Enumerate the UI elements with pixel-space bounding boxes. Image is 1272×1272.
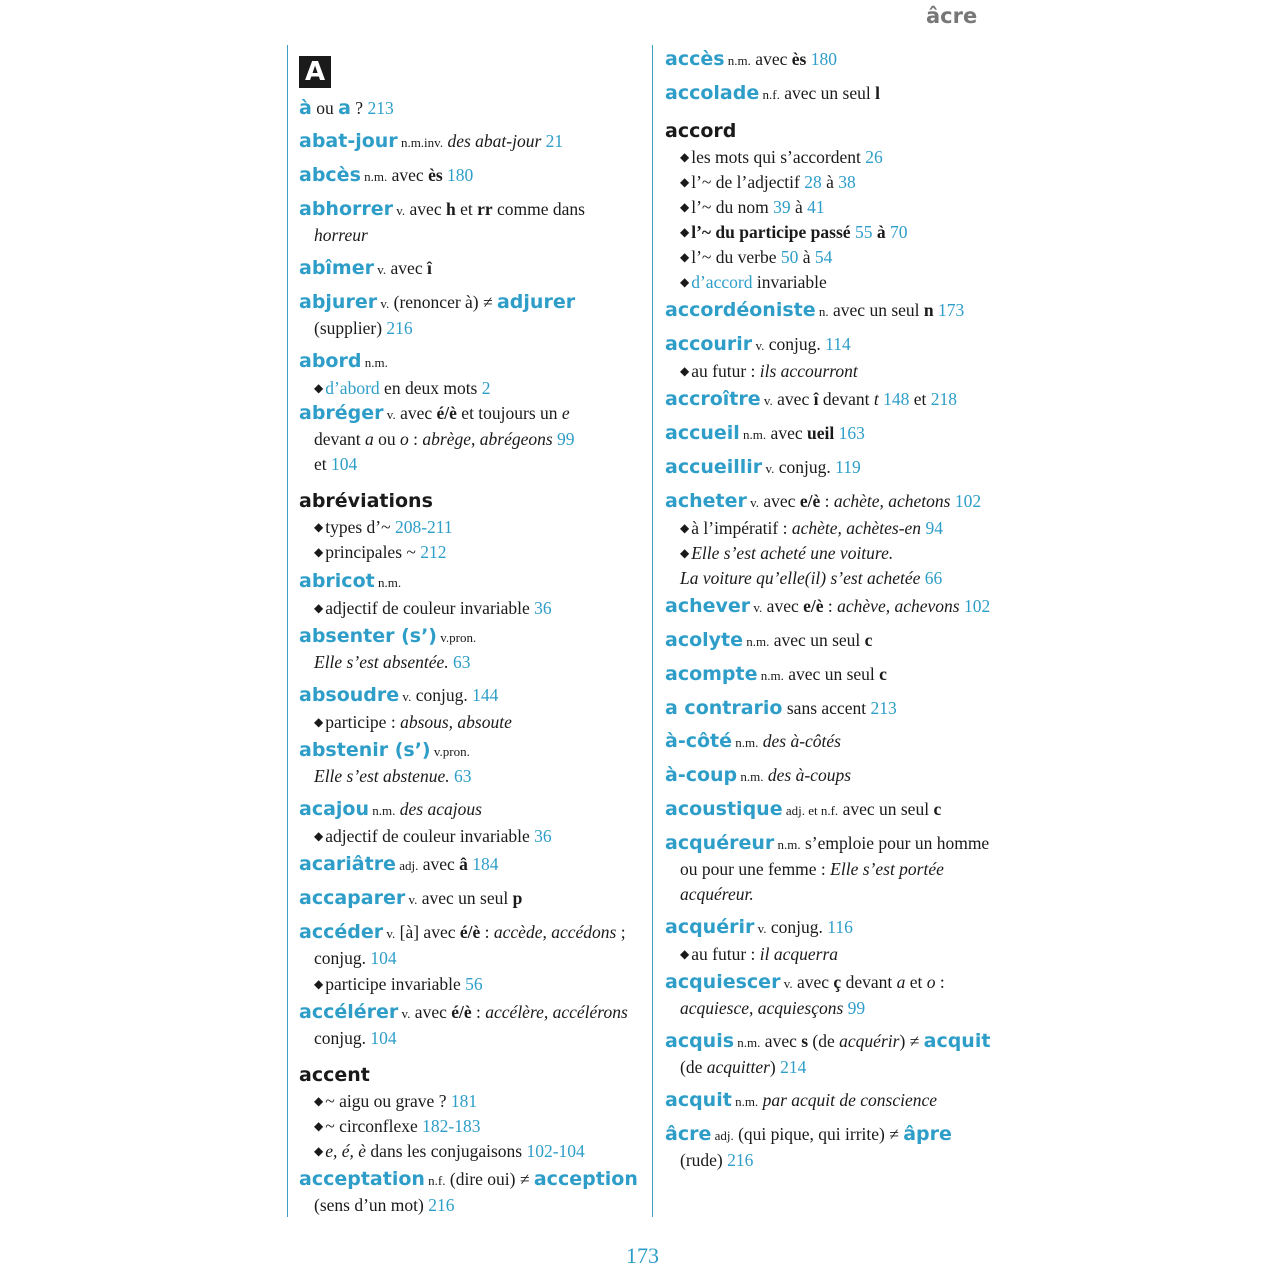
diamond-bullet-icon: ◆ (314, 1119, 324, 1133)
sub-entry: ◆ adjectif de couleur invariable 36 (314, 598, 552, 618)
headword: à (299, 97, 312, 119)
entry-acceptation: acceptation n.f. (dire oui) ≠ acception (sens d’un mot) 216 (299, 1168, 638, 1215)
headword: accordéoniste (665, 299, 816, 321)
headword: accaparer (299, 887, 406, 909)
entry-abstenir: abstenir (s’) v.pron. Elle s’est abstenue. 63 (299, 739, 472, 786)
diamond-bullet-icon: ◆ (314, 1144, 324, 1158)
entry-accueil: accueil n.m. avec ueil 163 (665, 422, 865, 444)
diamond-bullet-icon: ◆ (314, 1094, 324, 1108)
entry-acoustique: acoustique adj. et n.f. avec un seul c (665, 798, 942, 820)
entry-acompte: acompte n.m. avec un seul c (665, 663, 887, 685)
headword: à-coup (665, 764, 738, 786)
sub-entry: ◆ participe : absous, absoute (314, 712, 512, 732)
diamond-bullet-icon: ◆ (680, 546, 690, 560)
entry-accord (665, 119, 1005, 144)
headword: abhorrer (299, 198, 393, 220)
headword: acquérir (665, 916, 755, 938)
headword: à-côté (665, 730, 732, 752)
sub-entry: ◆ l’~ du verbe 50 à 54 (680, 247, 833, 267)
entry-absenter: absenter (s’) v.pron. Elle s’est absentée. 63 (299, 625, 477, 672)
sub-entry: ◆ ~ circonflexe 182-183 (314, 1116, 481, 1136)
sub-entry: ◆ au futur : il acquerra (680, 944, 839, 964)
sub-entry: ◆ l’~ du nom 39 à 41 (680, 197, 825, 217)
headword: abjurer (299, 291, 378, 313)
diamond-bullet-icon: ◆ (314, 829, 324, 843)
headword: absoudre (299, 684, 400, 706)
headword: abréviations (299, 490, 433, 512)
entry-acariatre: acariâtre adj. avec â 184 (299, 853, 499, 875)
headword: acquit (665, 1089, 732, 1111)
headword: abîmer (299, 257, 374, 279)
sub-entry: ◆ principales ~ 212 (314, 542, 447, 562)
sub-entry: ◆ types d’~ 208-211 (314, 517, 453, 537)
headword: abricot (299, 570, 375, 592)
diamond-bullet-icon: ◆ (680, 175, 690, 189)
diamond-bullet-icon: ◆ (680, 150, 690, 164)
entry-abjurer: abjurer v. (renoncer à) ≠ adjurer (supplier) 216 (299, 291, 576, 338)
entry-accolade: accolade n.f. avec un seul l (665, 82, 880, 104)
entry-accueillir: accueillir v. conjug. 119 (665, 456, 861, 478)
entry-accourir: accourir v. conjug. 114 (665, 333, 851, 355)
entry-accelerer: accélérer v. avec é/è : accélère, accélérons conjug. 104 (299, 1001, 628, 1048)
diamond-bullet-icon: ◆ (680, 947, 690, 961)
diamond-bullet-icon: ◆ (314, 977, 324, 991)
page-ref: 216 (386, 318, 413, 338)
sub-entry: ◆ l’~ de l’adjectif 28 à 38 (680, 172, 856, 192)
entry-acre: âcre adj. (qui pique, qui irrite) ≠ âpre (rude) 216 (665, 1123, 952, 1170)
diamond-bullet-icon: ◆ (680, 200, 690, 214)
headword: abcès (299, 164, 361, 186)
sub-entry: ◆ e, é, è dans les conjugaisons 102-104 (314, 1141, 585, 1161)
diamond-bullet-icon: ◆ (314, 381, 324, 395)
entry-absoudre: absoudre v. conjug. 144 (299, 684, 499, 706)
entry-a-contrario: a contrario sans accent 213 (665, 697, 897, 719)
entry-a-coup: à-coup n.m. des à-coups (665, 764, 852, 786)
headword: acariâtre (299, 853, 396, 875)
section-letter: A (299, 56, 331, 88)
headword: acquis (665, 1030, 735, 1052)
diamond-bullet-icon: ◆ (680, 364, 690, 378)
headword: abréger (299, 402, 384, 424)
entry-acheter: acheter v. avec e/è : achète, achetons 102 (665, 490, 982, 512)
headword: acajou (299, 798, 369, 820)
sub-entry: ◆ d’abord en deux mots 2 (314, 378, 491, 398)
entry-abces: abcès n.m. avec ès 180 (299, 164, 474, 186)
entry-abreviations (299, 489, 639, 514)
headword: abat-jour (299, 130, 398, 152)
headword: accès (665, 48, 725, 70)
entry-acajou: acajou n.m. des acajous (299, 798, 482, 820)
diamond-bullet-icon: ◆ (680, 275, 690, 289)
entry-accroitre: accroître v. avec î devant t 148 et 218 (665, 388, 958, 410)
headword: accolade (665, 82, 760, 104)
entry-acces: accès n.m. avec ès 180 (665, 48, 837, 70)
headword: acheter (665, 490, 747, 512)
running-head: âcre (926, 4, 978, 28)
entry-accordeoniste: accordéoniste n. avec un seul n 173 (665, 299, 965, 321)
headword: abstenir (s’) (299, 739, 431, 761)
headword: accueil (665, 422, 740, 444)
headword: acceptation (299, 1168, 425, 1190)
entry-acquis: acquis n.m. avec s (de acquérir) ≠ acquit (de acquitter) 214 (665, 1030, 991, 1077)
page-ref: 213 (367, 98, 394, 118)
diamond-bullet-icon: ◆ (680, 250, 690, 264)
entry-abord: abord n.m. (299, 350, 388, 372)
headword: accord (665, 120, 737, 142)
left-column-rule (287, 45, 288, 1217)
headword: accourir (665, 333, 753, 355)
headword: acquiescer (665, 971, 781, 993)
diamond-bullet-icon: ◆ (314, 545, 324, 559)
headword: accéder (299, 921, 384, 943)
headword: accueillir (665, 456, 763, 478)
headword: acompte (665, 663, 758, 685)
headword: acoustique (665, 798, 783, 820)
sub-entry: ◆ participe invariable 56 (314, 974, 483, 994)
entry-abimer: abîmer v. avec î (299, 257, 432, 279)
entry-abreger: abréger v. avec é/è et toujours un e devant a ou o : abrège, abrégeons 99 et 104 (299, 402, 575, 474)
sub-entry: ◆ ~ aigu ou grave ? 181 (314, 1091, 478, 1111)
entry-acquiescer: acquiescer v. avec ç devant a et o : acquiesce, acquiesçons 99 (665, 971, 945, 1018)
diamond-bullet-icon: ◆ (314, 601, 324, 615)
headword: acquéreur (665, 832, 775, 854)
sub-entry: ◆ adjectif de couleur invariable 36 (314, 826, 552, 846)
headword: accélérer (299, 1001, 399, 1023)
headword: abord (299, 350, 362, 372)
entry-acquerir: acquérir v. conjug. 116 (665, 916, 853, 938)
diamond-bullet-icon: ◆ (680, 521, 690, 535)
sub-entry: ◆ d’accord invariable (680, 272, 827, 292)
headword: absenter (s’) (299, 625, 437, 647)
entry-abat-jour: abat-jour n.m.inv. des abat-jour 21 (299, 130, 564, 152)
sub-entry: ◆ Elle s’est acheté une voiture. (680, 543, 894, 563)
entry-achever: achever v. avec e/è : achève, achevons 102 (665, 595, 991, 617)
headword: accroître (665, 388, 761, 410)
diamond-bullet-icon: ◆ (314, 520, 324, 534)
entry-accaparer: accaparer v. avec un seul p (299, 887, 523, 909)
page-ref: 180 (442, 165, 474, 185)
headword: achever (665, 595, 751, 617)
entry-acquereur: acquéreur n.m. s’emploie pour un homme ou pour une femme : Elle s’est portée acquéreur. (665, 832, 990, 904)
headword: âcre (665, 1123, 712, 1145)
left-column (299, 44, 639, 1226)
entry-abricot: abricot n.m. (299, 570, 402, 592)
entry-acceder: accéder v. [à] avec é/è : accède, accédons ; conjug. 104 (299, 921, 626, 968)
sub-entry: ◆ à l’impératif : achète, achètes-en 94 (680, 518, 943, 538)
right-column (665, 47, 1005, 1181)
page-ref: 21 (541, 131, 564, 151)
page-number: 173 (626, 1243, 659, 1268)
entry-acquit: acquit n.m. par acquit de conscience (665, 1089, 938, 1111)
headword: accent (299, 1064, 370, 1086)
sub-entry: ◆ l’~ du participe passé 55 à 70 (680, 222, 908, 242)
sub-entry: La voiture qu’elle(il) s’est achetée 66 (680, 568, 943, 588)
headword: acolyte (665, 629, 744, 651)
sub-entry: ◆ les mots qui s’accordent 26 (680, 147, 883, 167)
entry-accent (299, 1063, 639, 1088)
center-column-rule (652, 45, 653, 1217)
entry-abhorrer: abhorrer v. avec h et rr comme dans horreur (299, 198, 585, 245)
entry-a: à ou a ? 213 (299, 97, 394, 119)
entry-a-cote: à-côté n.m. des à-côtés (665, 730, 841, 752)
diamond-bullet-icon: ◆ (314, 715, 324, 729)
entry-acolyte: acolyte n.m. avec un seul c (665, 629, 873, 651)
headword: a contrario (665, 697, 783, 719)
sub-entry: ◆ au futur : ils accourront (680, 361, 858, 381)
diamond-bullet-icon: ◆ (680, 225, 690, 239)
